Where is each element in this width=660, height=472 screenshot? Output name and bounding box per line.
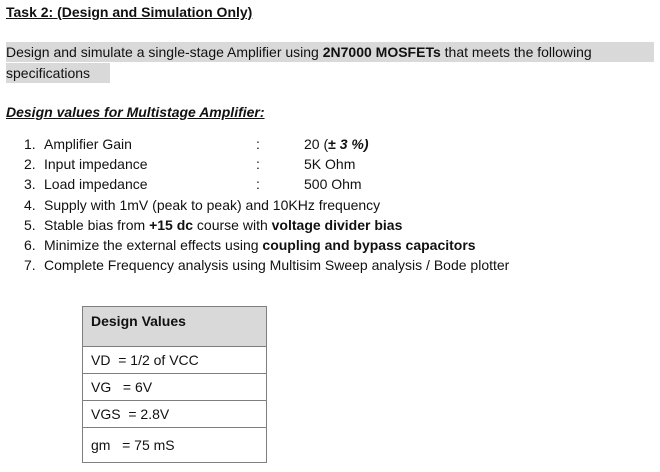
spec-item-gain (24, 134, 509, 154)
spec-number: 1. (24, 136, 36, 152)
spec-text (44, 237, 476, 253)
spec-value (304, 134, 369, 154)
spec-number: 6. (24, 236, 36, 253)
intro-line-2: specifications (6, 63, 110, 83)
table-cell-vd: VD = 1/2 of VCC (83, 347, 267, 374)
table-row (83, 428, 267, 463)
spec-label: Load impedance (44, 176, 148, 193)
spec-value-pre: 20 ( (304, 136, 329, 152)
spec-colon: : (256, 136, 260, 152)
spec-label: Input impedance (44, 156, 148, 173)
task-title: Task 2: (Design and Simulation Only) (6, 4, 253, 20)
spec-colon: : (256, 176, 260, 193)
spec-item-frequency-analysis (24, 255, 509, 275)
spec-item-supply (24, 195, 509, 215)
spec-value-bolditalic: 3 %) (339, 136, 369, 152)
spec-item-bias (24, 215, 509, 235)
table-header: Design Values (83, 307, 267, 347)
spec-text (44, 217, 402, 233)
spec-text-mid: course with (193, 216, 272, 233)
spec-bold-supply: +15 dc (149, 216, 194, 233)
spec-text-pre: Stable bias from (44, 216, 150, 233)
spec-item-input-impedance (24, 154, 509, 174)
spec-number: 2. (24, 156, 36, 173)
spec-value: 5K Ohm (304, 156, 356, 173)
intro-text-pre: Design and simulate a single-stage Amplifier using (6, 44, 323, 60)
spec-colon: : (256, 156, 260, 173)
spec-value-bold: ± (328, 136, 340, 152)
intro-mosfet-name: 2N7000 MOSFETs (322, 44, 441, 60)
table-header-row (83, 307, 267, 347)
spec-number: 5. (24, 216, 36, 233)
intro-line-1 (6, 42, 654, 62)
table-cell-vg: VG = 6V (83, 374, 267, 401)
spec-text: Supply with 1mV (peak to peak) and 10KHz frequency (44, 196, 381, 213)
spec-bold-capacitors: coupling and bypass capacitors (262, 236, 476, 253)
table-row (83, 401, 267, 428)
spec-number: 7. (24, 257, 36, 274)
table-row (83, 374, 267, 401)
design-values-table (82, 306, 267, 463)
spec-bold-bias: voltage divider bias (271, 216, 403, 233)
spec-label: Amplifier Gain (44, 136, 132, 152)
spec-item-load-impedance (24, 174, 509, 194)
table-cell-gm: gm = 75 mS (83, 428, 267, 463)
spec-value: 500 Ohm (304, 176, 362, 193)
table-row (83, 347, 267, 374)
intro-text-post: that meets the following (440, 44, 592, 60)
spec-item-capacitors (24, 235, 509, 255)
spec-list (24, 134, 509, 275)
spec-number: 4. (24, 196, 36, 213)
section-title: Design values for Multistage Amplifier: (6, 104, 265, 120)
table-cell-vgs: VGS = 2.8V (83, 401, 267, 428)
spec-number: 3. (24, 176, 36, 193)
spec-text: Complete Frequency analysis using Multisim Sweep analysis / Bode plotter (44, 257, 510, 274)
spec-text-pre: Minimize the external effects using (44, 236, 263, 253)
